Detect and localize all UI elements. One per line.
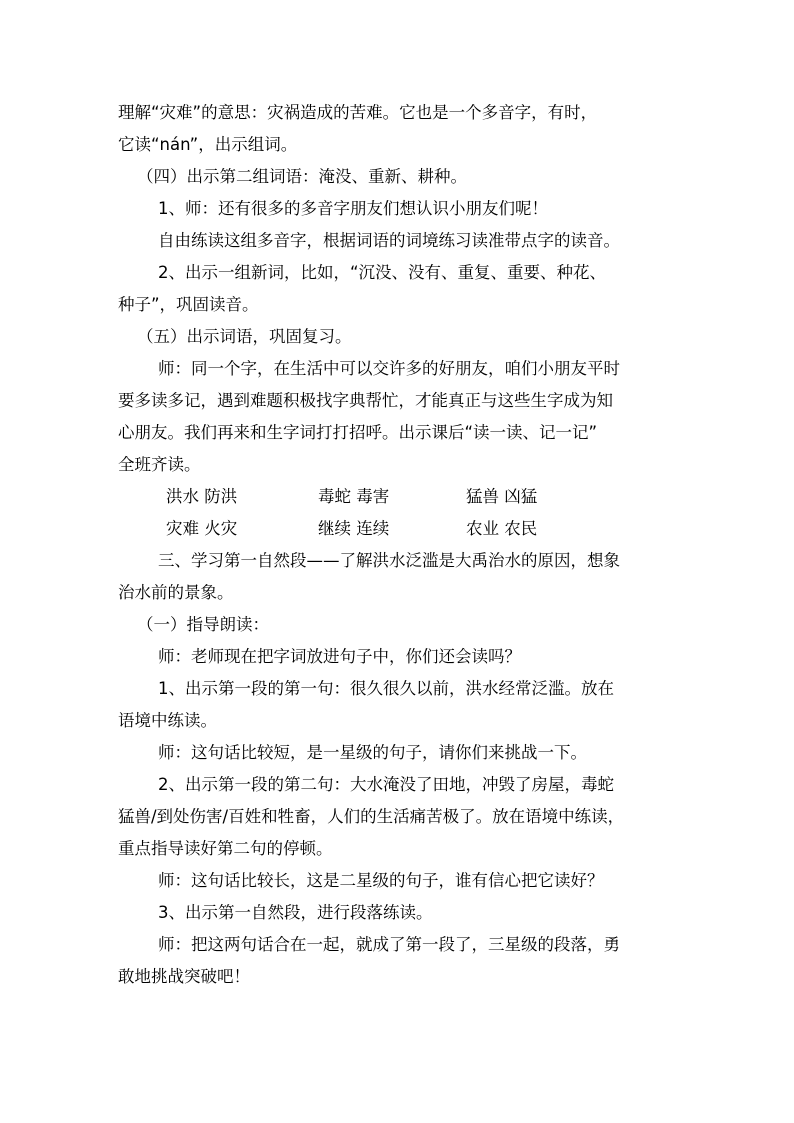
text-line: 2、出示第一段的第二句：大水淹没了田地，冲毁了房屋，毒蛇 xyxy=(158,775,614,794)
text-line: 要多读多记，遇到难题积极找字典帮忙，才能真正与这些生字成为知 xyxy=(118,391,613,410)
text-line: 猛兽/到处伤害/百姓和牲畜，人们的生活痛苦极了。放在语境中练读， xyxy=(118,807,625,826)
section-heading: （一）指导朗读： xyxy=(137,615,269,634)
text-line: 语境中练读。 xyxy=(118,711,217,730)
text-line: 师：这句话比较长，这是二星级的句子，谁有信心把它读好？ xyxy=(158,871,604,890)
text-line: 自由练读这组多音字，根据词语的词境练习读准带点字的读音。 xyxy=(158,231,620,250)
vocab-row xyxy=(0,482,794,512)
vocab-item: 洪水 防洪 xyxy=(166,487,238,506)
text-line: 师：同一个字，在生活中可以交许多的好朋友，咱们小朋友平时 xyxy=(158,359,620,378)
vocab-item: 毒蛇 毒害 xyxy=(318,487,390,506)
text-line: 敢地挑战突破吧！ xyxy=(118,967,250,986)
text-line: 治水前的景象。 xyxy=(118,583,234,602)
text-line: 1、出示第一段的第一句：很久很久以前，洪水经常泛滥。放在 xyxy=(158,679,614,698)
section-heading: 三、学习第一自然段——了解洪水泛滥是大禹治水的原因，想象 xyxy=(158,551,620,570)
section-heading: （四）出示第二组词语：淹没、重新、耕种。 xyxy=(137,167,467,186)
vocab-item: 猛兽 凶猛 xyxy=(466,487,538,506)
text-line: 重点指导读好第二句的停顿。 xyxy=(118,839,333,858)
text-line: 1、师：还有很多的多音字朋友们想认识小朋友们呢！ xyxy=(158,199,548,218)
text-line: 师：这句话比较短，是一星级的句子，请你们来挑战一下。 xyxy=(158,743,587,762)
text-line: 全班齐读。 xyxy=(118,455,201,474)
text-line: 3、出示第一自然段，进行段落练读。 xyxy=(158,903,433,922)
text-line: 理解“灾难”的意思：灾祸造成的苦难。它也是一个多音字，有时， xyxy=(118,103,598,122)
vocab-item: 继续 连续 xyxy=(318,519,390,538)
vocab-row xyxy=(0,514,794,544)
text-line: 心朋友。我们再来和生字词打打招呼。出示课后“读一读、记一记” xyxy=(118,423,598,442)
vocab-item: 农业 农民 xyxy=(466,519,538,538)
vocab-item: 灾难 火灾 xyxy=(166,519,238,538)
text-line: 师：把这两句话合在一起，就成了第一段了，三星级的段落，勇 xyxy=(158,935,620,954)
text-line: 种子”，巩固读音。 xyxy=(118,295,259,314)
text-line: 2、出示一组新词，比如，“沉没、没有、重复、重要、种花、 xyxy=(158,263,607,282)
text-line: 师：老师现在把字词放进句子中，你们还会读吗？ xyxy=(158,647,521,666)
text-line: 它读“nán”，出示组词。 xyxy=(118,135,298,154)
section-heading: （五）出示词语，巩固复习。 xyxy=(137,327,352,346)
